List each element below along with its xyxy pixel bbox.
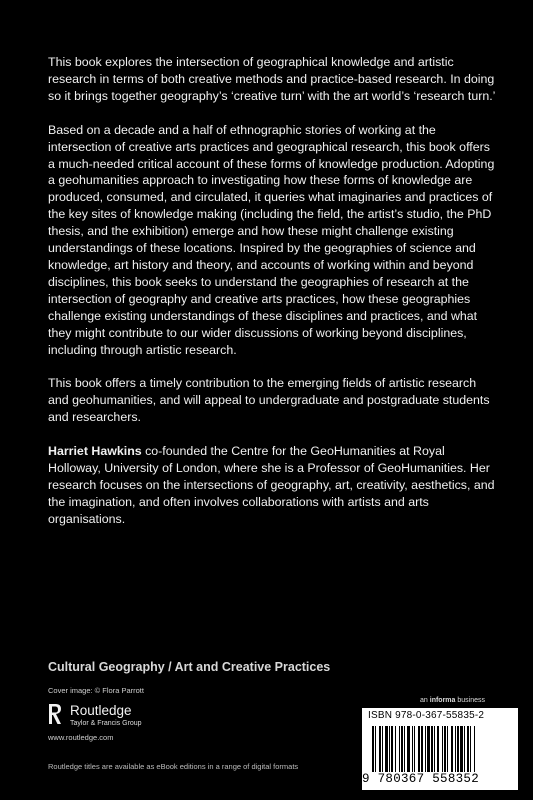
author-bio-text: co-founded the Centre for the GeoHumanities at Royal Holloway, University of London, where she is a Professor of GeoHumanities. Her research focuses on the intersections of geography, art, creativity, aesthetics, and the imagination, and often involves collaborations with artists and arts organisations. xyxy=(48,444,495,526)
informa-suffix: business xyxy=(455,697,485,704)
author-name: Harriet Hawkins xyxy=(48,444,142,459)
description-paragraph-1: This book explores the intersection of geographical knowledge and artistic research in terms of both creative methods and practice-based research. In doing so it brings together geography’s ‘creative turn’ with the art world’s ‘research turn.’ xyxy=(48,55,496,103)
informa-business-label xyxy=(420,697,485,704)
book-description xyxy=(48,54,500,545)
publisher-tagline: Taylor & Francis Group xyxy=(70,720,142,727)
publisher-website: www.routledge.com xyxy=(48,733,114,742)
ebook-availability-note: Routledge titles are available as eBook editions in a range of digital formats xyxy=(48,762,299,771)
informa-prefix: an xyxy=(420,697,430,704)
routledge-logo-icon xyxy=(48,703,62,725)
publisher-name: Routledge xyxy=(70,703,132,718)
subject-categories: Cultural Geography / Art and Creative Practices xyxy=(48,660,331,674)
barcode-icon xyxy=(372,726,508,772)
informa-brand: informa xyxy=(429,697,456,704)
cover-image-credit: Cover image: © Flora Parrott xyxy=(48,686,144,695)
isbn-number: ISBN 978-0-367-55835-2 xyxy=(368,710,485,721)
barcode-panel xyxy=(362,708,518,790)
ean-digits: 9 780367 558352 xyxy=(362,772,480,786)
author-bio xyxy=(48,443,500,528)
description-paragraph-3: This book offers a timely contribution to the emerging fields of artistic research and geohumanities, and will appeal to undergraduate and postgraduate students and researchers. xyxy=(48,376,490,425)
description-paragraph-2: Based on a decade and a half of ethnographic stories of working at the intersection of creative arts practices and geographical research, this book offers a much-needed critical account of these forms of knowledge production. Adopting a geohumanities approach to investigating how these forms of knowledge are produced, consumed, and circulated, it queries what imaginaries and practices of the key sites of knowledge making (including the field, the artist’s studio, the PhD thesis, and the exhibition) emerge and how these might challenge existing understandings of these locations. Inspired by the geographies of science and knowledge, art history and theory, and accounts of working within and beyond disciplines, this book seeks to understand the geographies of research at the intersection of geography and creative arts practices, how these geographies challenge existing understandings of these disciplines and practices, and what they might contribute to our wider discussions of working beyond disciplines, including through artistic research. xyxy=(48,122,495,357)
